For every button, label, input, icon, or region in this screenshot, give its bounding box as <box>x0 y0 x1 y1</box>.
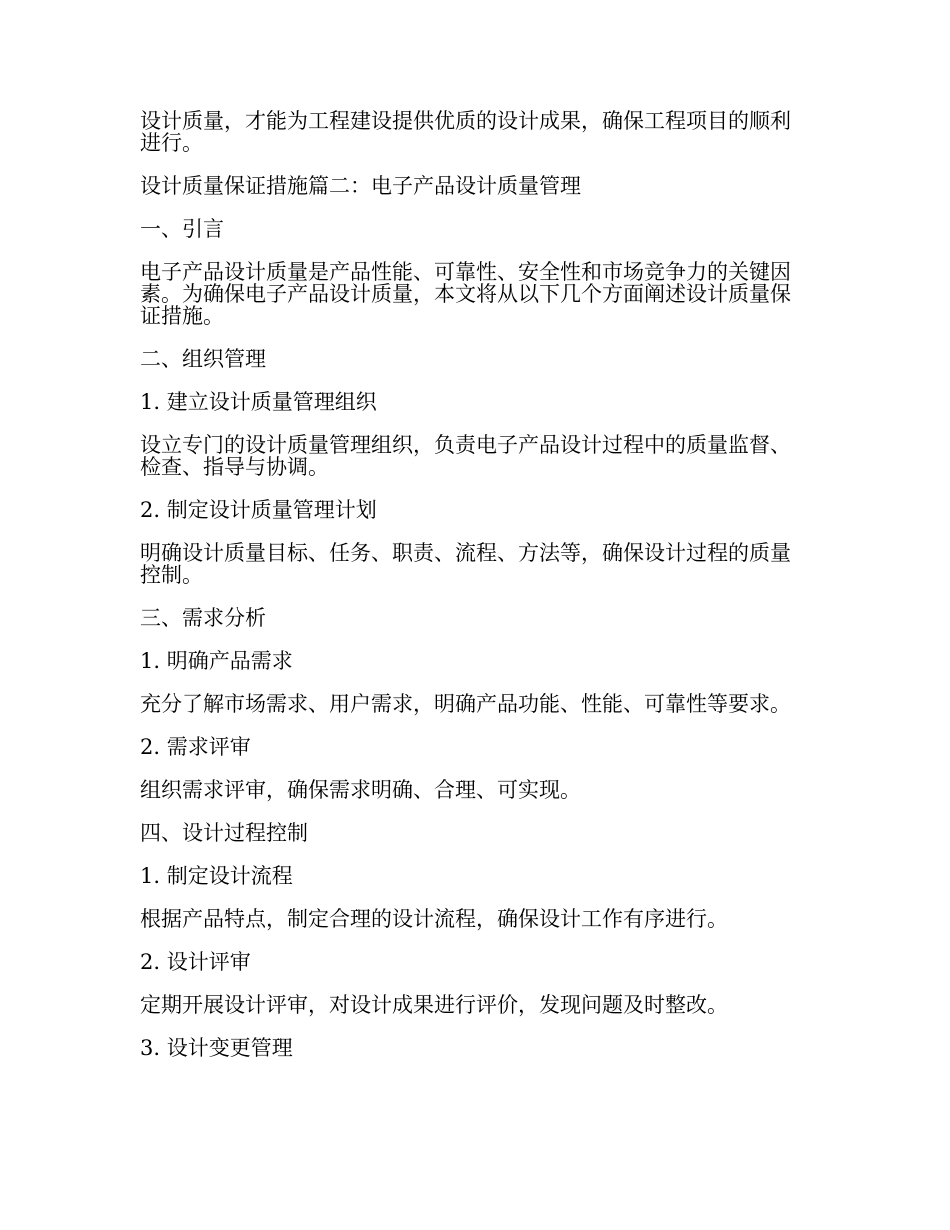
subheading-design-process-2: 2. 设计评审 <box>140 950 251 974</box>
paragraph-requirements-1: 充分了解市场需求、用户需求，明确产品功能、性能、可靠性等要求。 <box>140 692 791 716</box>
document-body <box>140 110 805 1080</box>
paragraph-design-process-2: 定期开展设计评审，对设计成果进行评价，发现问题及时整改。 <box>140 993 728 1017</box>
subheading-requirements-2: 2. 需求评审 <box>140 735 251 759</box>
heading-design-process: 四、设计过程控制 <box>140 821 308 845</box>
subheading-organization-1: 1. 建立设计质量管理组织 <box>140 390 377 414</box>
subheading-requirements-1: 1. 明确产品需求 <box>140 649 293 673</box>
heading-introduction: 一、引言 <box>140 217 224 241</box>
paragraph-introduction: 电子产品设计质量是产品性能、可靠性、安全性和市场竞争力的关键因素。为确保电子产品设计质量，本文将从以下几个方面阐述设计质量保证措施。 <box>140 260 791 328</box>
heading-organization: 二、组织管理 <box>140 347 266 371</box>
paragraph-requirements-2: 组织需求评审，确保需求明确、合理、可实现。 <box>140 778 581 802</box>
subheading-design-process-1: 1. 制定设计流程 <box>140 864 293 888</box>
paragraph-organization-1: 设立专门的设计质量管理组织，负责电子产品设计过程中的质量监督、检查、指导与协调。 <box>140 433 791 479</box>
heading-requirements: 三、需求分析 <box>140 606 266 630</box>
paragraph-organization-2: 明确设计质量目标、任务、职责、流程、方法等，确保设计过程的质量控制。 <box>140 541 791 587</box>
section-title: 设计质量保证措施篇二：电子产品设计质量管理 <box>140 174 581 198</box>
subheading-design-process-3: 3. 设计变更管理 <box>140 1036 293 1060</box>
paragraph-continuation: 设计质量，才能为工程建设提供优质的设计成果，确保工程项目的顺利进行。 <box>140 109 791 155</box>
subheading-organization-2: 2. 制定设计质量管理计划 <box>140 498 377 522</box>
paragraph-design-process-1: 根据产品特点，制定合理的设计流程，确保设计工作有序进行。 <box>140 907 728 931</box>
